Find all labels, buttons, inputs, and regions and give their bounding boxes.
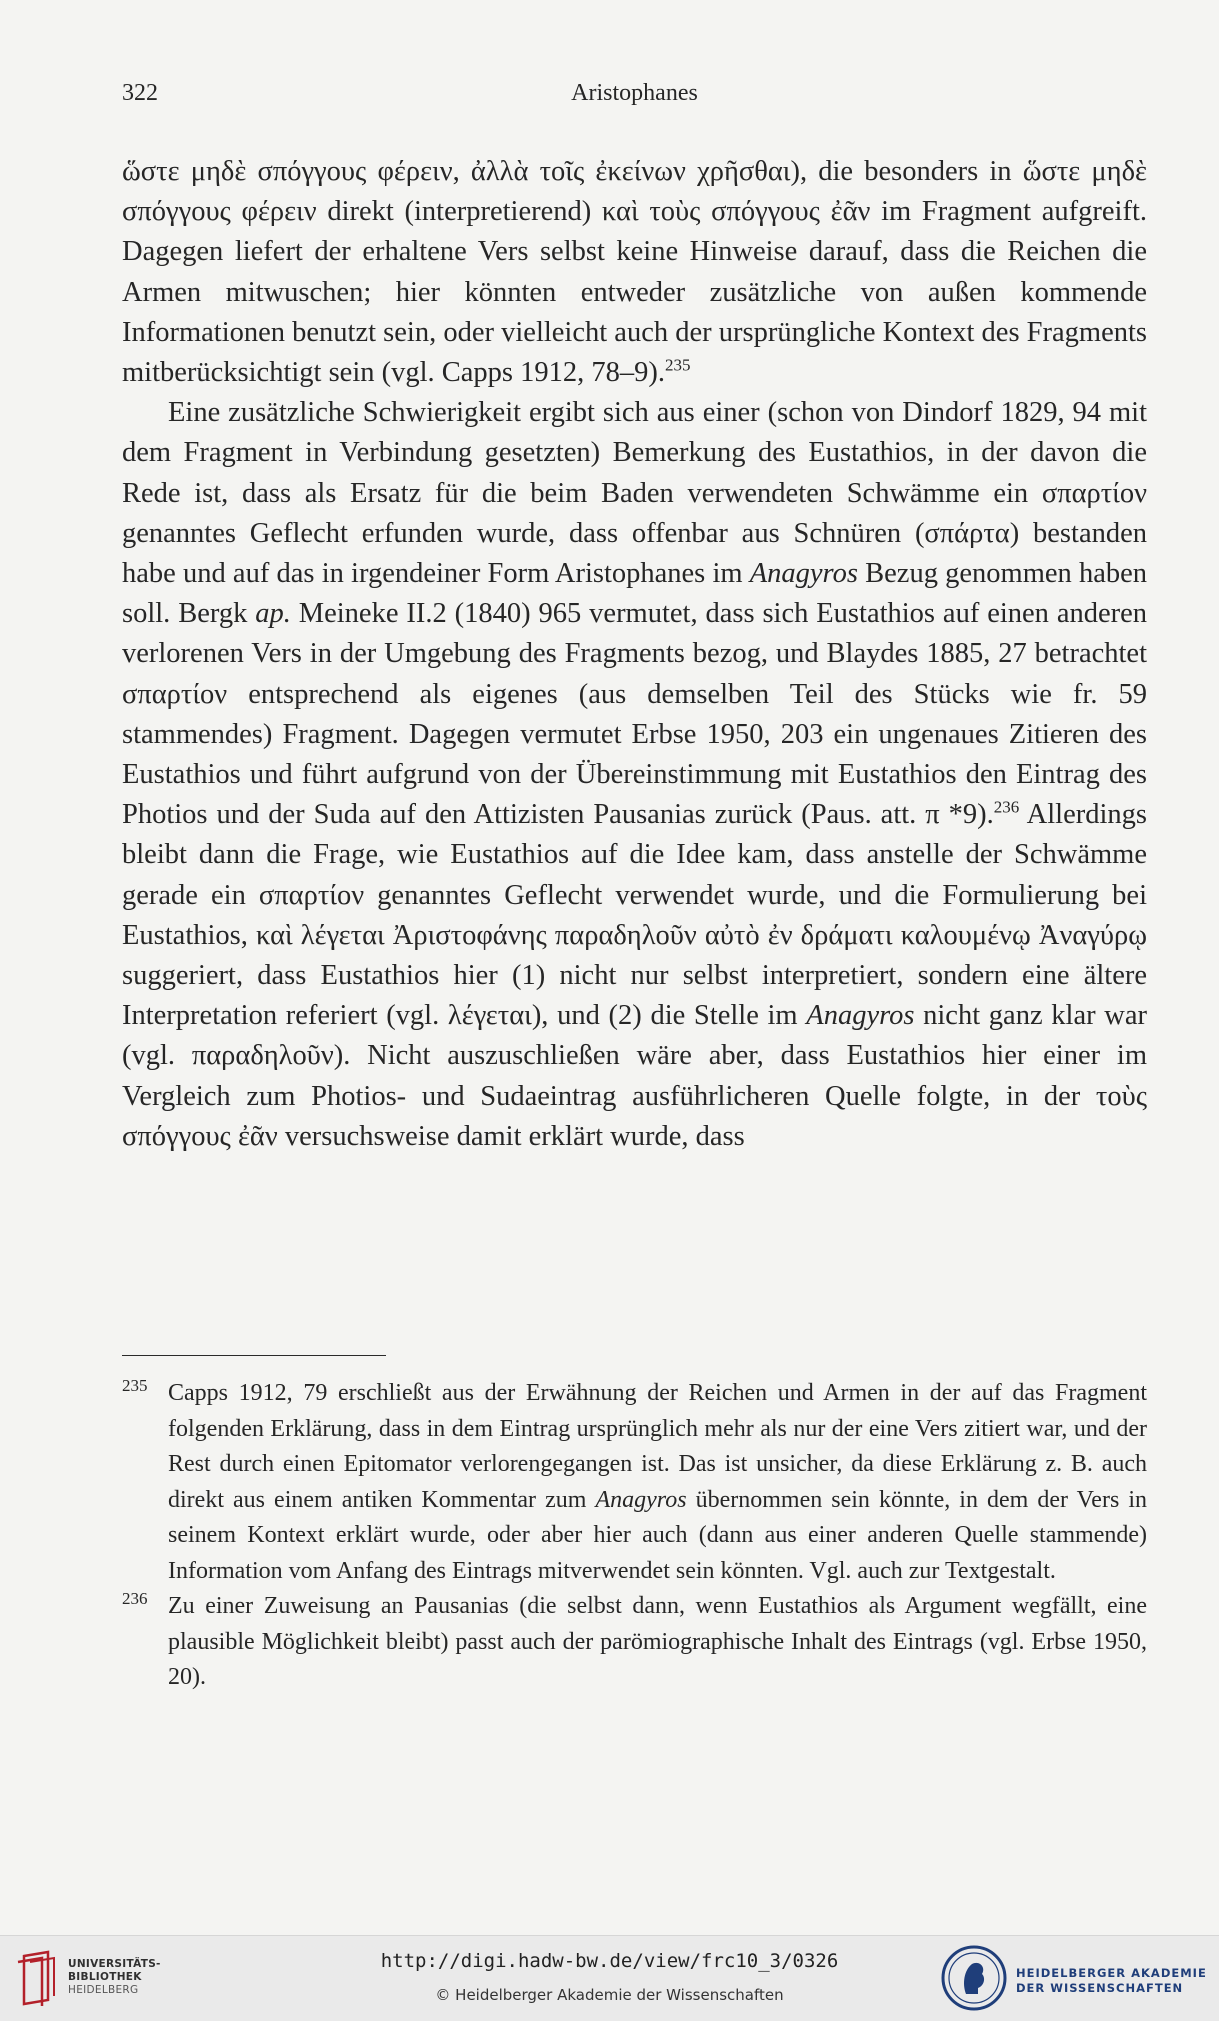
paragraph-1 (122, 152, 1147, 393)
footnote-ref-235[interactable]: 235 (665, 355, 691, 375)
copyright-notice: © Heidelberger Akademie der Wissenschaften (435, 1986, 784, 2004)
paragraph-2-text-c: Meineke II.2 (1840) 965 vermutet, dass sich Eustathios auf einen anderen verlorenen Vers in der Umgebung des Fragments bezog, und Blaydes 1885, 27 betrachtet σπαρτίον entsprechend als eigenes (aus demselben Teil des Stücks wie fr. 59 stammendes) Fragment. Dagegen vermutet Erbse 1950, 203 ein ungenaues Zitieren des Eustathios und führt aufgrund von der Übereinstimmung mit Eustathios den Eintrag des Photios und der Suda auf den Attizisten Pausanias zurück (Paus. att. π *9). (122, 598, 1148, 831)
paragraph-2-text-b: Bezug genommen haben soll. Bergk (122, 558, 1148, 630)
academy-logo[interactable] (940, 1944, 1210, 2012)
logo-text-line1: UNIVERSITÄTS- (68, 1958, 161, 1970)
abbrev-ap: ap. (255, 598, 291, 630)
footnotes (122, 1376, 1147, 1696)
page-header (122, 80, 1147, 116)
footnote-236-text: Zu einer Zuweisung an Pausanias (die selbst dann, wenn Eustathios als Argument wegfällt, eine plausible Möglichkeit bleibt) passt auch der parömiographische Inhalt des Eintrags (vgl. Erbse 1950, 20). (168, 1593, 1147, 1690)
title-anagyros: Anagyros (595, 1486, 687, 1513)
title-anagyros: Anagyros (806, 1000, 915, 1032)
permalink-url[interactable]: http://digi.hadw-bw.de/view/frc10_3/0326 (380, 1950, 839, 1972)
footnote-236 (122, 1589, 1147, 1696)
title-anagyros: Anagyros (749, 558, 858, 590)
main-text (122, 152, 1147, 1157)
page-number: 322 (122, 80, 158, 106)
footnote-number: 236 (122, 1589, 148, 1608)
footnote-235-text-a: Capps 1912, 79 erschließt aus der Erwähnung der Reichen und Armen in der auf das Fragment folgenden Erklärung, dass in dem Eintrag ursprünglich mehr als nur der eine Vers zitiert war, und der Rest durch einen Epitomator verlorengegangen ist. Das ist unsicher, da diese Erklärung z. B. auch direkt aus einem antiken Kommentar zum (168, 1380, 1147, 1513)
academy-seal-icon (940, 1944, 1008, 2012)
viewer-footer (0, 1935, 1219, 2021)
footnote-separator (122, 1355, 386, 1356)
paragraph-2-text-a: Eine zusätzliche Schwierigkeit ergibt sich aus einer (schon von Dindorf 1829, 94 mit dem Fragment in Verbindung gesetzten) Bemerkung des Eustathios, in der davon die Rede ist, dass als Ersatz für die beim Baden verwendeten Schwämme ein σπαρτίον genanntes Geflecht erfunden wurde, dass offenbar aus Schnüren (σπάρτα) bestanden habe und auf das in irgendeiner Form Aristophanes im (122, 397, 1147, 590)
paragraph-2-text-d: Allerdings bleibt dann die Frage, wie Eustathios auf die Idee kam, dass anstelle der Schwämme gerade ein σπαρτίον genanntes Geflecht verwendet wurde, und die Formulierung bei Eustathios, καὶ λέγεται Ἀριστοφάνης παραδηλοῦν αὐτὸ ἐν δράματι καλουμένῳ Ἀναγύρῳ suggeriert, dass Eustathios hier (1) nicht nur selbst interpretiert, sondern eine ältere Interpretation referiert (vgl. λέγεται), und (2) die Stelle im (122, 799, 1147, 1032)
footnote-235-text-b: übernommen sein könnte, in dem der Vers in seinem Kontext erklärt wurde, oder aber hier auch (dann aus einer anderen Quelle stammende) Information vom Anfang des Eintrags mitverwendet sein könnten. Vgl. auch zur Textgestalt. (168, 1486, 1147, 1584)
paragraph-1-text: ὥστε μηδὲ σπόγγους φέρειν, ἀλλὰ τοῖς ἐκείνων χρῆσθαι), die besonders in ὥστε μηδὲ σπόγγους φέρειν direkt (interpretierend) καὶ τοὺς σπόγγους ἐᾶν im Fragment aufgreift. Dagegen liefert der erhaltene Vers selbst keine Hinweise darauf, dass die Reichen die Armen mitwuschen; hier könnten entweder zusätzliche von außen kommende Informationen benutzt sein, oder vielleicht auch der ursprüngliche Kontext des Fragments mitberücksichtigt sein (vgl. Capps 1912, 78–9). (122, 156, 1147, 389)
footnote-ref-236[interactable]: 236 (993, 797, 1020, 817)
logo-text-line2: BIBLIOTHEK (68, 1971, 142, 1983)
academy-name-line1: HEIDELBERGER AKADEMIE (1016, 1966, 1207, 1980)
footnote-number: 235 (122, 1376, 148, 1395)
running-title: Aristophanes (571, 80, 698, 106)
logo-text-line3: HEIDELBERG (68, 1984, 139, 1996)
footnote-235 (122, 1376, 1147, 1589)
academy-name-line2: DER WISSENSCHAFTEN (1016, 1981, 1184, 1995)
paragraph-2-text-e: nicht ganz klar war (vgl. παραδηλοῦν). Nicht auszuschließen wäre aber, dass Eustathios hier einer im Vergleich zum Photios- und Sudaeintrag ausführlicheren Quelle folgte, in der τοὺς σπόγγους ἐᾶν versuchsweise damit erklärt wurde, dass (122, 1000, 1147, 1152)
paragraph-2 (122, 393, 1147, 1157)
